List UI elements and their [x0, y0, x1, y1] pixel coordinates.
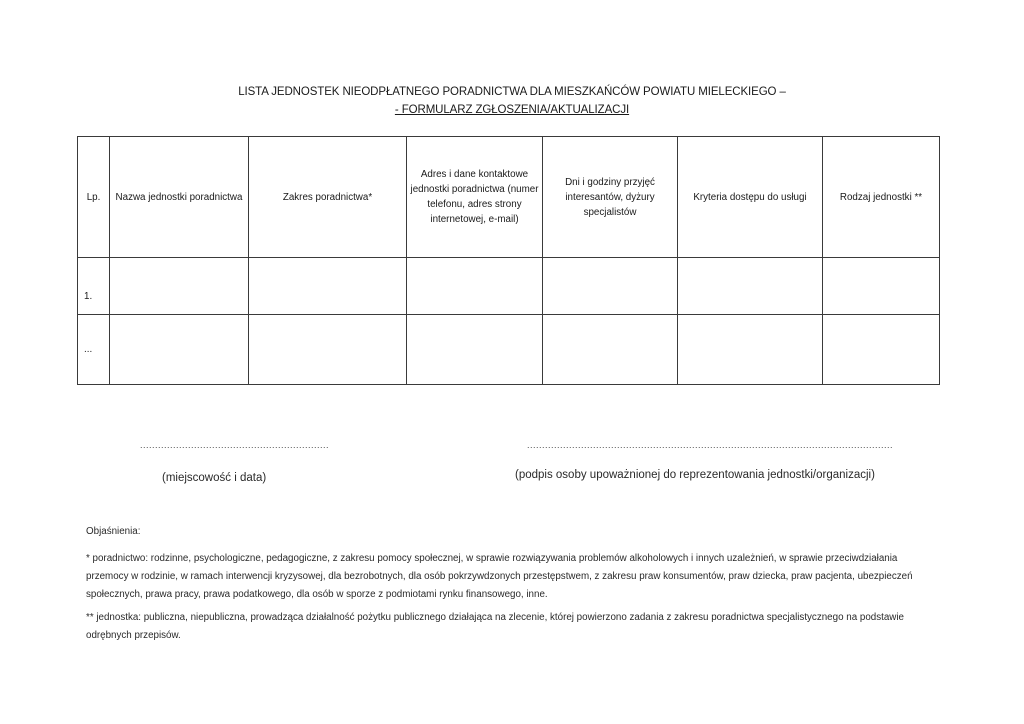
table-cell — [823, 315, 940, 385]
column-header-lp: Lp. — [78, 137, 110, 258]
table-row — [78, 315, 940, 385]
column-header-access-criteria: Kryteria dostępu do usługi — [678, 137, 823, 258]
row-number: ... — [78, 315, 110, 385]
column-header-unit-name: Nazwa jednostki poradnictwa — [110, 137, 249, 258]
table-row — [78, 258, 940, 315]
row-number: 1. — [78, 258, 110, 315]
document-title: LISTA JEDNOSTEK NIEODPŁATNEGO PORADNICTWA DLA MIESZKAŃCÓW POWIATU MIELECKIEGO – — [238, 86, 786, 98]
place-date-caption: (miejscowość i data) — [162, 472, 267, 484]
column-header-address-contact: Adres i dane kontaktowe jednostki poradnictwa (numer telefonu, adres strony internetowej, e-mail) — [407, 137, 543, 258]
registration-table — [77, 136, 940, 385]
table-cell — [110, 315, 249, 385]
place-date-line: ............................................................... — [140, 440, 330, 450]
signature-caption: (podpis osoby upoważnionej do reprezentowania jednostki/organizacji) — [515, 469, 875, 481]
table-cell — [678, 315, 823, 385]
table-cell — [543, 258, 678, 315]
column-header-unit-type: Rodzaj jednostki ** — [823, 137, 940, 258]
table-cell — [678, 258, 823, 315]
column-header-days-hours: Dni i godziny przyjęć interesantów, dyżury specjalistów — [543, 137, 678, 258]
document-subtitle: - FORMULARZ ZGŁOSZENIA/AKTUALIZACJI — [394, 104, 630, 116]
table-cell — [110, 258, 249, 315]
table-cell — [543, 315, 678, 385]
table-cell — [249, 258, 407, 315]
table-cell — [407, 315, 543, 385]
table-header-row — [78, 137, 940, 258]
table-cell — [823, 258, 940, 315]
signature-line: .......................................................................................................................... — [527, 440, 894, 450]
note-counseling-types: * poradnictwo: rodzinne, psychologiczne, pedagogiczne, z zakresu pomocy społecznej, w sprawie rozwiązywania problemów alkoholowych i innych uzależnień, w sprawie przeciwdziałania przemocy w rodzinie, w ramach interwencji kryzysowej, dla bezrobotnych, dla osób pokrzywdzonych przestępstwem, z zakresu praw konsumentów, praw dziecka, praw pacjenta, ubezpieczeń społecznych, prawa pracy, prawa podatkowego, dla osób w sporze z podmiotami rynku finansowego, inne. — [86, 553, 913, 600]
note-unit-types: ** jednostka: publiczna, niepubliczna, prowadząca działalność pożytku publicznego działająca na zlecenie, której powierzono zadania z zakresu poradnictwa specjalistycznego na podstawie odrębnych przepisów. — [86, 612, 904, 641]
column-header-scope: Zakres poradnictwa* — [249, 137, 407, 258]
table-cell — [407, 258, 543, 315]
notes-heading: Objaśnienia: — [86, 526, 141, 537]
table-cell — [249, 315, 407, 385]
